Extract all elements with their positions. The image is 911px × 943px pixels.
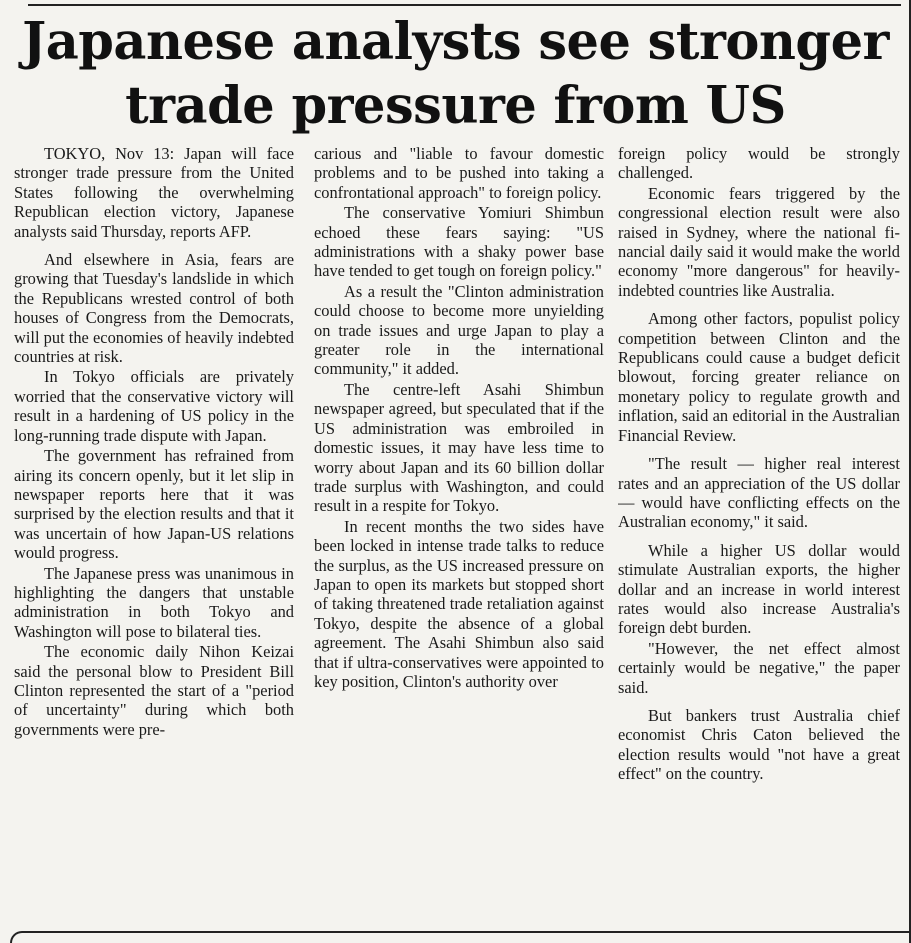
headline-line-1: Japanese analysts see stronger — [22, 12, 889, 72]
paragraph: As a result the "Clinton administration could choose to become more unyielding on trade issues and urge Japan to play a greater role in the international community," it added. — [314, 281, 604, 379]
top-rule — [28, 4, 901, 6]
bottom-rule — [10, 931, 909, 943]
paragraph: foreign policy would be strongly challenged. — [618, 144, 900, 183]
paragraph: "The result — higher real interest rates and an appreciation of the US dollar — would have conflicting effects on the Australian economy," it said. — [618, 454, 900, 532]
paragraph: Economic fears triggered by the congressional election result were also raised in Sydney, where the national financial daily said it would make the world economy "more dangerous" for heavily-indebted countries like Australia. — [618, 183, 900, 300]
headline-line-2: trade pressure from US — [125, 76, 786, 136]
paragraph: The economic daily Nihon Keizai said the personal blow to President Bill Clinton represented the start of a "period of uncertainty" during which both governments were pre- — [14, 642, 294, 739]
paragraph: But bankers trust Australia chief economist Chris Caton believed the election results would "not have a great effect" on the country. — [618, 705, 900, 784]
paragraph: Among other factors, populist policy competition between Clinton and the Republicans could cause a budget deficit blowout, forcing greater reliance on monetary policy to regulate growth and inflation, said an editorial in the Australian Financial Review. — [618, 309, 900, 445]
paragraph: The government has refrained from airing its concern openly, but it let slip in newspaper reports here that it was surprised by the election results and that it was uncertain of how Japan-US relations would progress. — [14, 446, 294, 563]
paragraph: TOKYO, Nov 13: Japan will face stronger trade pressure from the United States following the overwhelming Republican election victory, Japanese analysts said Thursday, reports AFP. — [14, 144, 294, 241]
paragraph: The conservative Yomiuri Shimbun echoed these fears saying: "US administrations with a shaky power base have tended to get tough on foreign policy." — [314, 203, 604, 281]
paragraph: In recent months the two sides have been locked in intense trade talks to reduce the surplus, as the US increased pressure on Japan to open its markets but stopped short of taking threatened trade retaliation against Tokyo, despite the absence of a global agreement. The Asahi Shimbun also said that if ultra-conservatives were appointed to key position, Clinton's authority over — [314, 516, 604, 691]
paragraph: And elsewhere in Asia, fears are growing that Tuesday's landslide in which the Republicans wrested control of both houses of Congress from the Democrats, will put the economies of heavily indebted countries at risk. — [14, 250, 294, 367]
headline — [8, 10, 903, 138]
column-3 — [618, 144, 900, 926]
paragraph: "However, the net effect almost certainly would be negative," the paper said. — [618, 638, 900, 697]
paragraph: The centre-left Asahi Shimbun newspaper agreed, but speculated that if the US administration was embroiled in domestic issues, it may have less time to worry about Japan and its 60 billion dollar trade surplus with Washington, and could result in a respite for Tokyo. — [314, 379, 604, 516]
paragraph: The Japanese press was unanimous in highlighting the dangers that unstable administration in both Tokyo and Washington will pose to bilateral ties. — [14, 563, 294, 641]
column-2 — [314, 144, 604, 926]
paragraph: While a higher US dollar would stimulate Australian exports, the higher dollar and an increase in world interest rates would also increase Australia's foreign debt burden. — [618, 540, 900, 638]
article-body — [14, 144, 900, 926]
column-1 — [14, 144, 294, 926]
paragraph: In Tokyo officials are privately worried that the conservative victory will result in a hardening of US policy in the long-running trade dispute with Japan. — [14, 367, 294, 445]
paragraph: carious and "liable to favour domestic problems and to be pushed into taking a confrontational approach" to foreign policy. — [314, 144, 604, 202]
